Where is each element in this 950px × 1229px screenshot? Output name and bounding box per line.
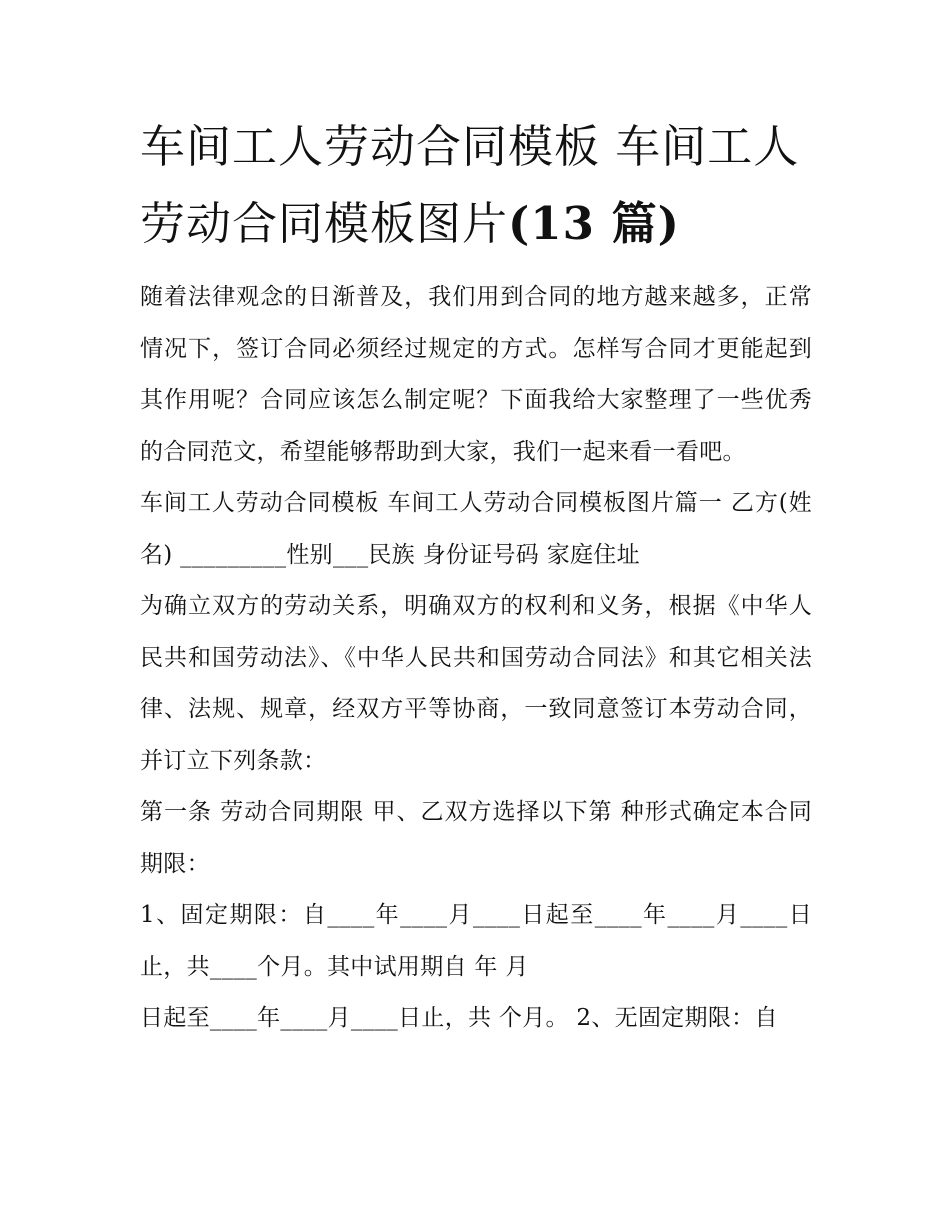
purpose-paragraph: 为确立双方的劳动关系，明确双方的权利和义务，根据《中华人民共和国劳动法》、《中华人民共和国劳动合同法》和其它相关法律、法规、规章，经双方平等协商，一致同意签订本劳动合同，并订立下列条款： (140, 593, 812, 774)
fixed-term-paragraph: 1、固定期限：自____年____月____日起至____年____月____日止，共____个月。其中试用期自 年 月 (140, 902, 812, 980)
article-one-paragraph: 第一条 劳动合同期限 甲、乙双方选择以下第 种形式确定本合同期限： (140, 799, 812, 877)
intro-paragraph: 随着法律观念的日渐普及，我们用到合同的地方越来越多，正常情况下，签订合同必须经过规定的方式。怎样写合同才更能起到其作用呢？合同应该怎么制定呢？下面我给大家整理了一些优秀的合同范文，希望能够帮助到大家，我们一起来看一看吧。 (140, 284, 812, 465)
section-heading-paragraph: 车间工人劳动合同模板 车间工人劳动合同模板图片篇一 乙方(姓名) _________性别___民族 身份证号码 家庭住址 (140, 490, 812, 568)
document-title (140, 108, 812, 262)
document-title-count: (13 篇) (508, 197, 680, 250)
probation-paragraph: 日起至____年____月____日止，共 个月。 2、无固定期限：自 (140, 1005, 778, 1031)
document-body (140, 108, 812, 1045)
document-title-main: 车间工人劳动合同模板 车间工人劳动合同模板图片 (140, 120, 800, 250)
